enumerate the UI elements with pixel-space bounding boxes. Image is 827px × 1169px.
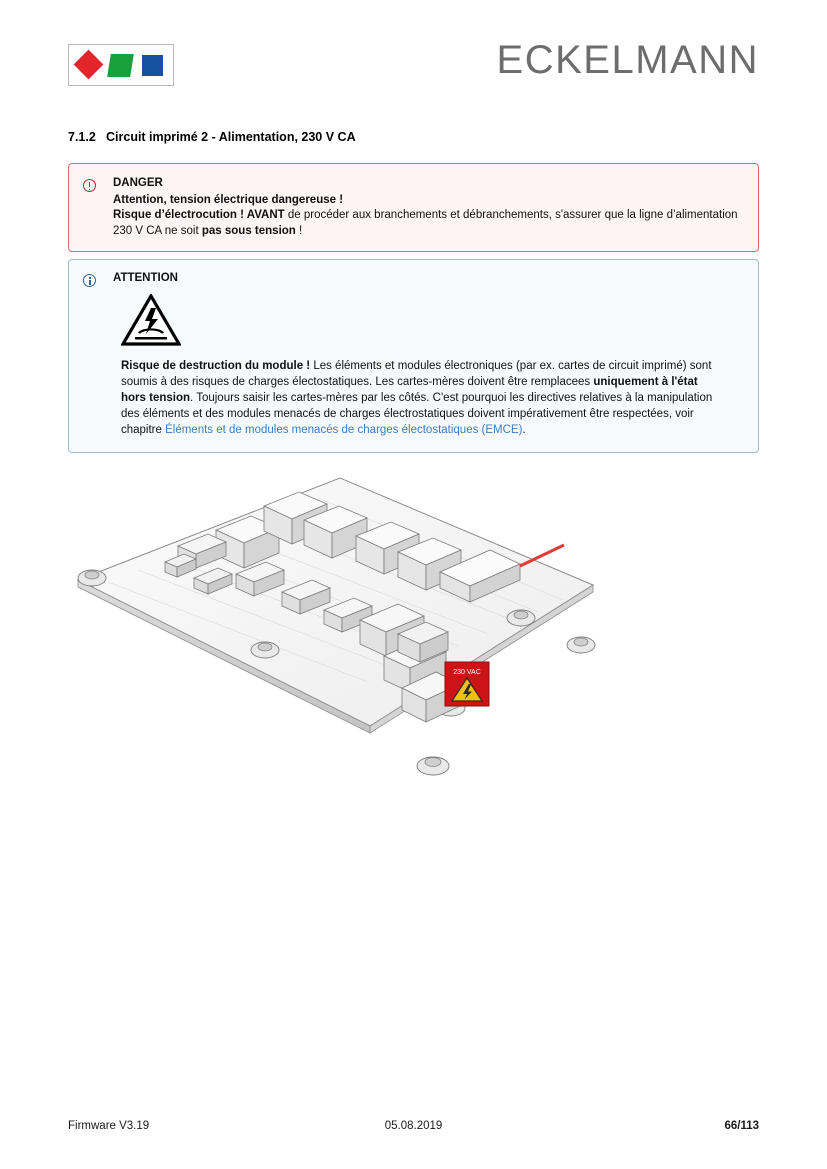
danger-icon <box>83 179 97 193</box>
pcb-figure <box>68 470 759 830</box>
label-230vac <box>445 662 489 706</box>
attention-body-3: . <box>522 424 526 436</box>
danger-title: DANGER <box>113 177 163 189</box>
danger-line-1: Attention, tension électrique dangereuse ! <box>113 193 344 206</box>
danger-line-2-text: de procéder aux branchements et débranchements, s'assurer que la ligne d’alimentation 230 V CA ne soit <box>113 209 738 237</box>
danger-line-2-bold-b: pas sous tension <box>201 224 296 237</box>
footer-date: 05.08.2019 <box>384 1120 443 1132</box>
attention-body-1: Les éléments et modules électroniques (par ex. cartes de circuit imprimé) sont soumis à des risques de charges électostatiques. Les cartes-mères doivent être remplacees <box>121 360 712 388</box>
section-title: Circuit imprimé 2 - Alimentation, 230 V CA <box>106 130 356 144</box>
esd-warning-icon <box>121 294 181 346</box>
brand-title: ECKELMANN <box>496 38 759 82</box>
danger-line-2 <box>113 208 744 239</box>
danger-line-2-end: ! <box>295 224 303 237</box>
footer-firmware-version: Firmware V3.19 <box>68 1120 150 1132</box>
red-cable <box>520 545 564 566</box>
logo-blue-square-icon <box>142 55 163 76</box>
footer-page-number: 66/113 <box>724 1120 759 1132</box>
svg-text:230 VAC: 230 VAC <box>453 669 481 676</box>
logo-red-diamond-icon <box>74 50 104 80</box>
page-footer <box>68 1120 759 1140</box>
attention-bold-2: uniquement à l'état hors tension <box>121 376 698 404</box>
attention-content <box>121 358 722 438</box>
attention-title: ATTENTION <box>113 272 178 284</box>
attention-bold-lead: Risque de destruction du module ! <box>121 360 311 372</box>
eckelmann-logo <box>68 44 174 86</box>
attention-body-2: . Toujours saisir les cartes-mères par les côtés. C'est pourquoi les directives relatives à la manipulation des éléments et des modules menacés de charges électrostatiques doivent impérativement être respectées, voir chapitre <box>121 392 713 436</box>
page-title <box>68 130 356 144</box>
info-icon <box>83 274 97 288</box>
page-header <box>68 38 759 94</box>
section-number: 7.1.2 <box>68 130 96 144</box>
danger-content <box>113 176 744 239</box>
danger-line-2-bold-a: Risque d’électrocution ! AVANT <box>113 209 285 221</box>
danger-admonition <box>68 163 759 252</box>
attention-cross-reference-link[interactable]: Éléments et de modules menacés de charges électostatiques (EMCE) <box>165 424 523 436</box>
pcb-illustration <box>68 470 759 830</box>
logo-green-parallelogram-icon <box>107 54 134 77</box>
attention-admonition <box>68 259 759 453</box>
